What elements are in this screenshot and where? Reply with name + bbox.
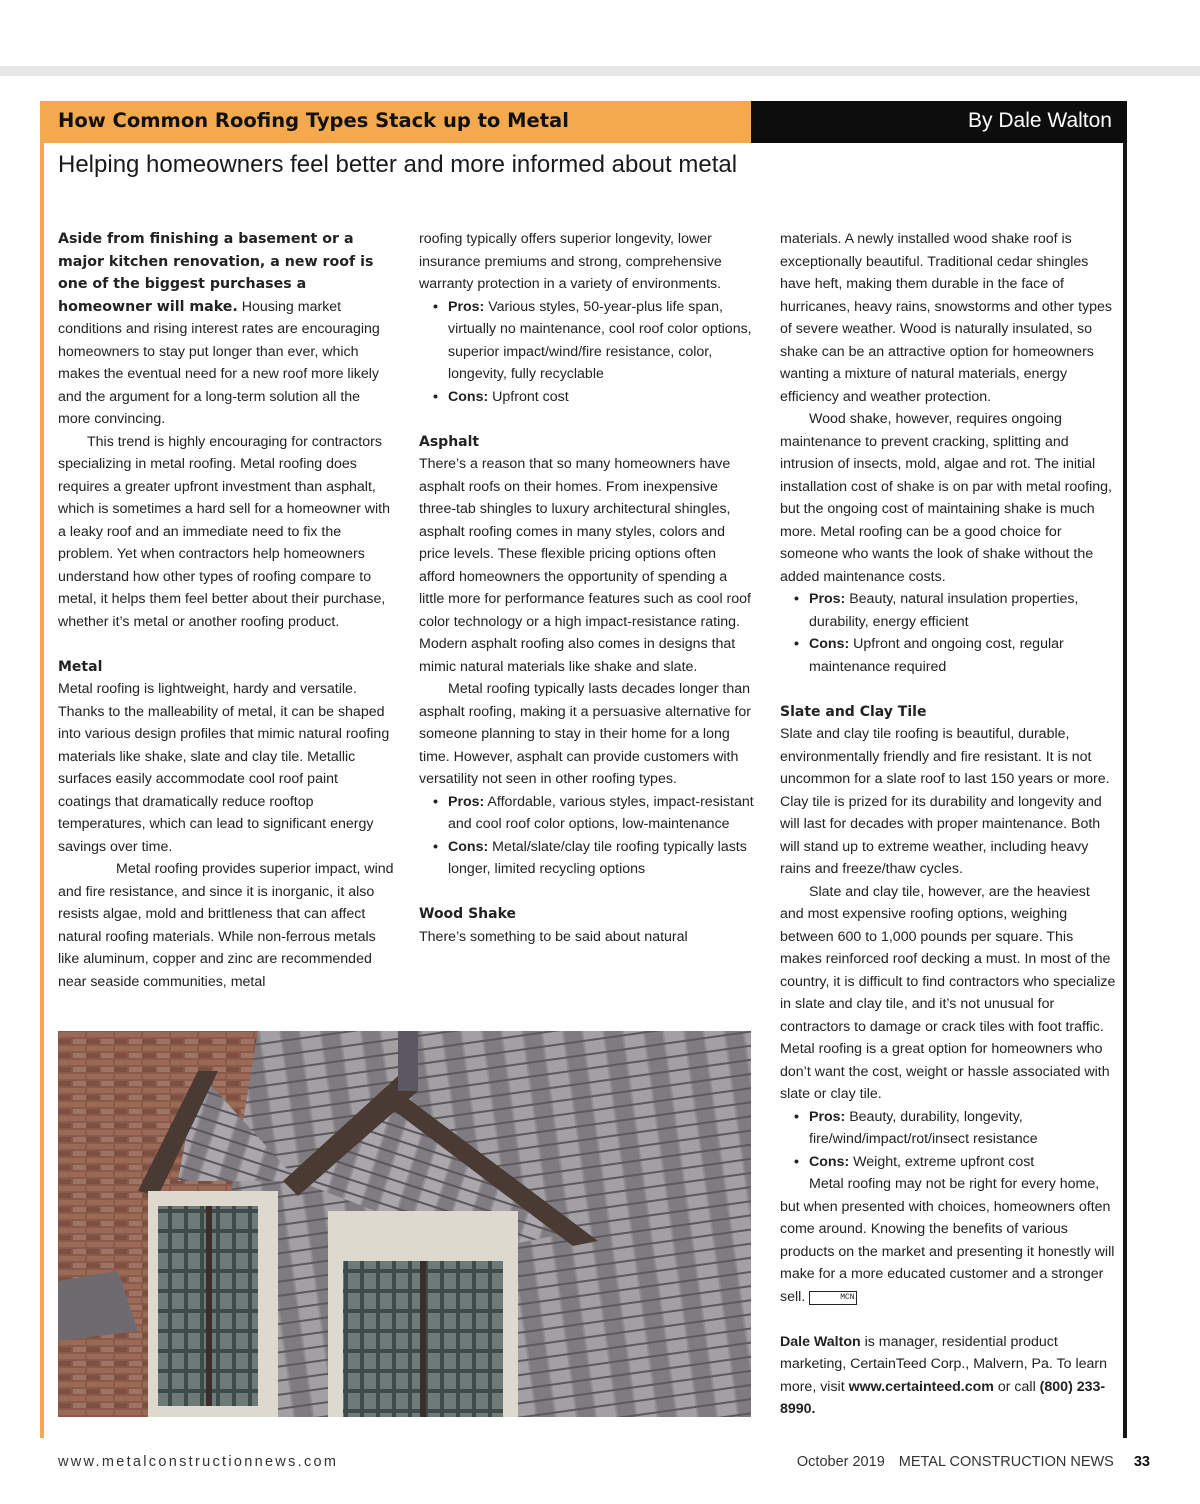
pros-text: Beauty, durability, longevity, fire/wind/impact/rot/insect resistance [809, 1108, 1038, 1147]
pros-text: Various styles, 50-year-plus life span, virtually no maintenance, cool roof color options, superior impact/wind/fire resistance, color, longevity, fully recyclable [448, 298, 752, 382]
body-paragraph: Metal roofing typically lasts decades longer than asphalt roofing, making it a persuasive alternative for someone planning to stay in their home for a long time. However, asphalt can provide customers with versatility not seen in other roofing types. [419, 681, 752, 787]
list-item [419, 386, 755, 409]
article-column-2 [419, 228, 755, 948]
bio-name: Dale Walton [780, 1333, 861, 1350]
intro-paragraph [58, 228, 394, 431]
body-paragraph: Metal roofing provides superior impact, wind and fire resistance, and since it is inorganic, it also resists algae, mold and brittleness that can affect natural roofing materials. While non-ferrous metals like aluminum, copper and zinc are recommended near seaside communities, metal [58, 861, 394, 990]
body-paragraph: Metal roofing is lightweight, hardy and versatile. Thanks to the malleability of metal, it can be shaped into various design profiles that mimic natural roofing materials like shake, slate and clay tile. Metallic surfaces easily accommodate cool roof paint coatings that dramatically reduce rooftop temperatures, which can lead to significant energy savings over time. [58, 681, 390, 855]
bio-or: or call [993, 1378, 1040, 1395]
end-mark-icon: MCN [809, 1291, 856, 1305]
closing-text: Metal roofing may not be right for every home, but when presented with choices, homeowners often come around. Knowing the benefits of various products on the market and presenting it honestly will make for a more educated customer and a stronger sell. [780, 1176, 1115, 1305]
cons-label: Cons: [448, 388, 489, 405]
footer-date: October 2019 [796, 1454, 885, 1470]
list-item [780, 633, 1116, 678]
cons-label: Cons: [448, 838, 489, 855]
frame-left-rule [40, 101, 44, 1438]
bio-link[interactable]: www.certainteed.com [848, 1378, 994, 1395]
list-item [419, 836, 755, 881]
wood-pros-cons-list [780, 588, 1116, 678]
article-byline: By Dale Walton [968, 109, 1112, 132]
body-paragraph: There’s a reason that so many homeowners have asphalt roofs on their homes. From inexpensive three-tab shingles to luxury architectural shingles, asphalt roofing comes in many styles, colors and price levels. These flexible pricing options often afford homeowners the opportunity of spending a little more for performance features such as cool roof color technology or a high impact-resistance rating. Modern asphalt roofing also comes in designs that mimic natural materials like shake and slate. [419, 456, 751, 675]
pros-label: Pros: [809, 1108, 846, 1125]
article-title: How Common Roofing Types Stack up to Metal [58, 109, 569, 132]
cons-text: Upfront and ongoing cost, regular maintenance required [809, 636, 1064, 675]
pros-text: Beauty, natural insulation properties, durability, energy efficient [809, 591, 1079, 630]
article-subtitle: Helping homeowners feel better and more informed about metal [58, 151, 738, 178]
list-item [780, 1106, 1116, 1151]
roof-photo [58, 1031, 751, 1417]
body-paragraph: There’s something to be said about natural [419, 928, 688, 945]
cons-label: Cons: [809, 636, 850, 652]
slate-pros-cons-list [780, 1106, 1116, 1174]
bio-text: is manager, residential product marketing, CertainTeed Corp., Malvern, Pa. To learn more, visit [780, 1333, 1107, 1395]
article-column-3 [780, 228, 1116, 1421]
metal-pros-cons-list [419, 296, 755, 409]
list-item [419, 791, 755, 836]
body-paragraph: Slate and clay tile roofing is beautiful, durable, environmentally friendly and fire resistant. It is not uncommon for a slate roof to last 150 years or more. Clay tile is prized for its durability and longevity and will last for decades with proper maintenance. Both will stand up to extreme weather, including heavy rains and freeze/thaw cycles. [780, 726, 1110, 877]
pros-text: Affordable, various styles, impact-resistant and cool roof color options, low-maintenance [448, 793, 754, 832]
list-item [780, 588, 1116, 633]
asphalt-pros-cons-list [419, 791, 755, 881]
intro-text: Housing market conditions and rising interest rates are encouraging homeowners to stay put longer than ever, which makes the eventual need for a new roof more likely and the argument for a long-term solution all the more convincing. [58, 298, 380, 427]
pros-label: Pros: [809, 591, 846, 607]
cons-label: Cons: [809, 1153, 850, 1170]
section-heading-asphalt: Asphalt [419, 433, 480, 450]
top-divider [0, 66, 1200, 76]
footer-website[interactable]: www.metalconstructionnews.com [58, 1454, 339, 1470]
pros-label: Pros: [448, 298, 485, 315]
closing-paragraph [780, 1173, 1116, 1308]
body-paragraph: Slate and clay tile, however, are the heaviest and most expensive roofing options, weighing between 600 to 1,000 pounds per square. This makes reinforced roof decking a must. In most of the country, it is difficult to find contractors who specialize in slate and clay tile, and it’s not unusual for contractors to damage or crack tiles with foot traffic. Metal roofing is a great option for homeowners who don’t want the cost, weight or hassle associated with slate or clay tile. [780, 883, 1116, 1102]
author-bio [780, 1331, 1116, 1421]
body-paragraph: roofing typically offers superior longevity, lower insurance premiums and strong, comprehensive warranty protection in a variety of environments. [419, 231, 722, 292]
body-paragraph: This trend is highly encouraging for contractors specializing in metal roofing. Metal roofing does requires a greater upfront investment than asphalt, which is sometimes a hard sell for a homeowner with a leaky roof and an immediate need to fix the problem. Yet when contractors help homeowners understand how other types of roofing compare to metal, it helps them feel better about their purchase, whether it’s metal or another roofing product. [58, 433, 390, 630]
bio-phone: (800) 233-8990. [780, 1378, 1106, 1417]
lead-in: Aside from finishing a basement or a major kitchen renovation, a new roof is one of the biggest purchases a homeowner will make. [58, 231, 374, 315]
page-number: 33 [1133, 1454, 1150, 1470]
article-column-1 [58, 228, 394, 993]
body-paragraph: materials. A newly installed wood shake roof is exceptionally beautiful. Traditional cedar shingles have heft, making them durable in the face of hurricanes, heavy rains, snowstorms and other types of severe weather. Wood is naturally insulated, so shake can be an attractive option for homeowners wanting a mixture of natural materials, energy efficiency and weather protection. [780, 231, 1112, 405]
list-item [419, 296, 755, 386]
section-heading-metal: Metal [58, 658, 103, 675]
section-heading-wood-shake: Wood Shake [419, 906, 517, 922]
cons-text: Upfront cost [488, 388, 569, 405]
list-item [780, 1151, 1116, 1174]
footer-publication: METAL CONSTRUCTION NEWS [898, 1454, 1114, 1470]
cons-text: Metal/slate/clay tile roofing typically lasts longer, limited recycling options [448, 838, 747, 877]
body-paragraph: Wood shake, however, requires ongoing maintenance to prevent cracking, splitting and intrusion of insects, mold, algae and rot. The initial installation cost of shake is on par with metal roofing, but the ongoing cost of maintaining shake is much more. Metal roofing can be a good choice for someone who wants the look of shake without the added maintenance costs. [780, 411, 1112, 585]
pros-label: Pros: [448, 793, 485, 810]
footer-info [783, 1454, 1150, 1470]
frame-right-rule [1123, 101, 1127, 1438]
section-heading-slate-clay: Slate and Clay Tile [780, 703, 927, 720]
cons-text: Weight, extreme upfront cost [849, 1153, 1035, 1170]
